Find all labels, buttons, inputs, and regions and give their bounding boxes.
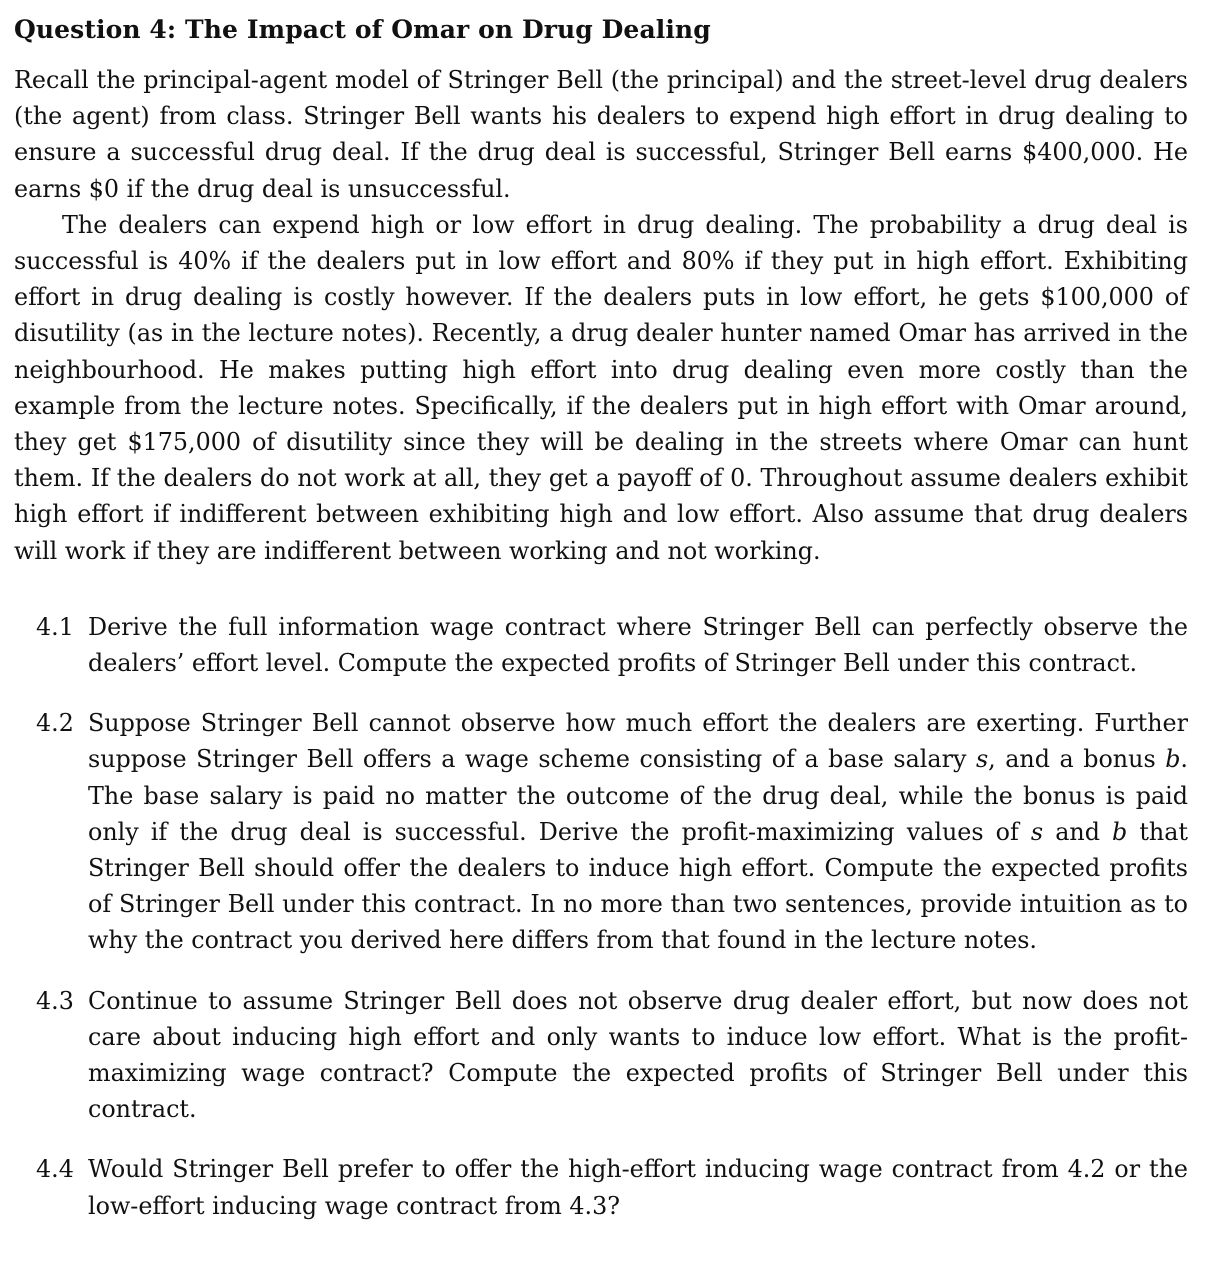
question-text-segment: Suppose Stringer Bell cannot observe how much effort the dealers are exerting. Further suppose Stringer Bell offers a wage scheme consisting of a base salary bbox=[88, 709, 1188, 774]
question-number: 4.2 bbox=[36, 709, 74, 738]
math-variable-s: s bbox=[975, 745, 989, 774]
question-number: 4.1 bbox=[36, 612, 74, 641]
math-variable-b: b bbox=[1165, 745, 1181, 774]
question-text: Derive the full information wage contract where Stringer Bell can perfectly observe the dealers’ effort level. Compute the expected profits of Stringer Bell under this contract. bbox=[88, 612, 1188, 678]
intro-paragraph-2: The dealers can expend high or low effort in drug dealing. The probability a drug deal is successful is 40% if the dealers put in low effort and 80% if they put in high effort. Exhibiting effort in drug dealing is costly however. If the dealers puts in low effort, he gets $100,000 of disutility (as in the lecture notes). Recently, a drug dealer hunter named Omar has arrived in the neighbourhood. He makes putting high effort into drug dealing even more costly than the example from the lecture notes. Specifically, if the dealers put in high effort with Omar around, they get $175,000 of disutility since they will be dealing in the streets where Omar can hunt them. If the dealers do not work at all, they get a payoff of 0. Throughout assume dealers exhibit high effort if indifferent between exhibiting high and low effort. Also assume that drug dealers will work if they are indifferent between working and not working. bbox=[14, 210, 1188, 565]
question-text bbox=[88, 705, 1188, 958]
question-list bbox=[14, 609, 1188, 1224]
question-item-4-4 bbox=[14, 1151, 1188, 1223]
question-number: 4.3 bbox=[36, 986, 74, 1015]
question-heading: Question 4: The Impact of Omar on Drug Dealing bbox=[14, 15, 711, 44]
math-variable-b: b bbox=[1112, 817, 1128, 846]
question-text-segment: . The base salary is paid no matter the outcome of the drug deal, while the bonus is paid only if the drug deal is successful. Derive the profit-maximizing values of bbox=[88, 745, 1188, 846]
question-text-segment: that Stringer Bell should offer the dealers to induce high effort. Compute the expected profits of Stringer Bell under this contract. In no more than two sentences, provide intuition as to why the contract you derived here differs from that found in the lecture notes. bbox=[88, 817, 1188, 955]
question-text: Continue to assume Stringer Bell does not observe drug dealer effort, but now does not care about inducing high effort and only wants to induce low effort. What is the profit-maximizing wage contract? Compute the expected profits of Stringer Bell under this contract. bbox=[88, 986, 1188, 1124]
question-number: 4.4 bbox=[36, 1155, 74, 1184]
intro-paragraph-1: Recall the principal-agent model of Stringer Bell (the principal) and the street-level drug dealers (the agent) from class. Stringer Bell wants his dealers to expend high effort in drug dealing to ensure a successful drug deal. If the drug deal is successful, Stringer Bell earns $400,000. He earns $0 if the drug deal is unsuccessful. bbox=[14, 66, 1188, 203]
question-item-4-1 bbox=[14, 609, 1188, 681]
question-text: Would Stringer Bell prefer to offer the high-effort inducing wage contract from 4.2 or the low-effort inducing wage contract from 4.3? bbox=[88, 1155, 1188, 1220]
question-item-4-2 bbox=[14, 705, 1188, 958]
question-text-segment: and bbox=[1043, 817, 1113, 846]
question-item-4-3 bbox=[14, 983, 1188, 1128]
math-variable-s: s bbox=[1030, 817, 1044, 846]
question-text-segment: , and a bonus bbox=[988, 745, 1166, 774]
